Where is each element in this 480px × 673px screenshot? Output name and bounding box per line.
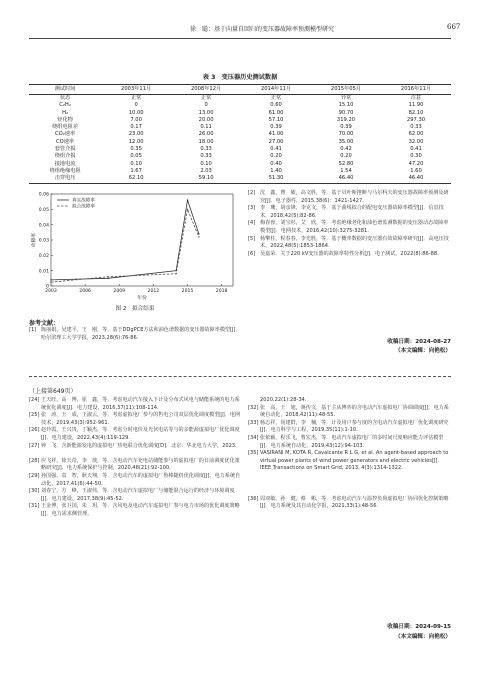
table-cell: 319.20 — [336, 116, 356, 123]
reference-text: 钟 飞．含新能源发电的虚拟电厂热电联合优化调度[D]．北京：华北电力大学，2023. — [41, 442, 237, 449]
table-cell: 82.10 — [408, 109, 424, 116]
x-axis-label: 年份 — [137, 296, 147, 301]
legend-label: 拟合故障率 — [72, 204, 95, 210]
table-cell: 90.70 — [338, 109, 354, 116]
reference-item — [248, 205, 451, 220]
table-cell: 47.20 — [408, 160, 424, 167]
table-cell: 绕组电阻差 — [52, 124, 79, 131]
x-tick-label: 2003 — [45, 289, 57, 294]
y-axis-label: 故障率 — [32, 232, 37, 248]
table-cell: 正常 — [130, 95, 142, 101]
y-tick-label: 0 — [46, 284, 49, 290]
bottom-editor-note: （本文编辑：向艳松） — [395, 634, 451, 640]
received-date: 收稿日期：2024-08-27 — [387, 339, 451, 345]
reference-number: [36] — [248, 495, 259, 502]
reference-text: 杨擎柱，程春春，李光胜，等．基于概率数据的变压器有效故障率研究[J]．高电压技术，2022,48(5):1853-1864. — [260, 235, 449, 250]
table-cell: 62.00 — [408, 131, 424, 138]
section-divider — [29, 376, 451, 377]
table-cell: 0.39 — [270, 124, 282, 131]
table-header-cell: 2015年05月 — [311, 85, 381, 95]
table-cell: 0.20 — [270, 153, 282, 160]
data-point — [198, 233, 199, 234]
reference-number: [2] — [248, 190, 256, 196]
table-cell: 注意 — [410, 95, 422, 101]
table-cell: 70.00 — [338, 131, 354, 138]
y-tick-label: 0.03 — [38, 238, 49, 244]
table-row — [29, 124, 451, 131]
running-header — [0, 22, 480, 34]
table-cell: 26.00 — [198, 131, 214, 138]
reference-item — [29, 412, 241, 427]
reference-number: [1] — [29, 327, 37, 333]
table-cell: 0.60 — [270, 102, 282, 109]
table-cell: 0.10 — [200, 160, 212, 167]
table-cell: 0.05 — [130, 153, 142, 160]
data-point — [50, 279, 51, 280]
editor-note: （本文编辑：向艳松） — [395, 348, 451, 354]
table-cell: 27.00 — [268, 138, 284, 145]
reference-item — [248, 450, 451, 473]
table-row — [29, 153, 451, 160]
reference-number: [34] — [248, 435, 259, 441]
table-cell: 13.00 — [198, 109, 214, 116]
table-cell: 57.10 — [268, 116, 284, 123]
table-cell: 32.00 — [408, 138, 424, 145]
reference-text: 孙国强，袁 智，耿天翔，等．含电动汽车的虚拟电厂鲁棒随机优化调度[J]．电力系统自动化，2017,41(6):44-50. — [41, 473, 241, 487]
table-cell: 绕组介损 — [54, 153, 76, 160]
table-cell: 62.10 — [101, 175, 171, 183]
reference-text: 张 涛，王 成，王淑云，等．考虑虚拟电厂参与的售电公司双层优化调度模型[J]．电网技术，2019,43(3):952-961. — [41, 412, 241, 426]
table-cell: H₂ — [62, 109, 69, 116]
table-cell: 正常 — [200, 95, 212, 101]
reference-item — [248, 420, 451, 435]
reference-text: 沈 鑫，曹 敏，高文胜，等．基于贝叶斯推断与马尔科夫的变压器故障率预测及研究[J]．电子器件，2015,38(6)：1421-1427. — [260, 190, 449, 204]
series-line-0 — [51, 200, 199, 280]
table-row — [29, 139, 451, 146]
table-cell: 0 — [134, 102, 138, 109]
figure-caption: 图 2 拟合结果 — [115, 306, 155, 312]
table-header-cell: 2014年11月 — [241, 85, 311, 95]
x-tick-label: 2009 — [113, 289, 126, 294]
table-cell: 0.35 — [130, 146, 142, 153]
table-cell: 11.90 — [408, 102, 424, 109]
table-cell: 0.30 — [410, 153, 422, 160]
reference-number: [3] — [248, 205, 256, 212]
table-cell: 异常 — [340, 95, 352, 101]
table-cell: 18.00 — [198, 138, 214, 145]
reference-text: 吴嘉荣．关于220 kV变压器的故障率特性分析[J]．电子测试，2022(8):86-88. — [260, 250, 439, 257]
test-data-table — [29, 84, 451, 184]
reference-text: 刘春宁，方 峰，王淑伟，等．含电动汽车虚拟电厂与储能混合运行的经济与环境调度[J]．电力建设，2017,38(9):45-52. — [41, 488, 235, 502]
table-row — [29, 110, 451, 117]
table-cell: 2.03 — [200, 167, 212, 174]
reference-number: [24] — [29, 397, 40, 403]
fault-rate-chart — [29, 190, 241, 302]
data-point — [107, 278, 108, 279]
reference-text: 赵玲霞，王兴贵，丁颖杰，等．考虑分时电价及光伏电站等与的多能源虚拟电厂优化调度[J]．电力建设，2022,43(4):119-129. — [41, 427, 240, 441]
table-cell: 0.33 — [410, 124, 422, 131]
table-cell: 1.67 — [130, 167, 142, 174]
table-row — [29, 95, 451, 103]
data-point — [175, 273, 176, 274]
reference-item — [248, 435, 451, 450]
reference-item — [29, 327, 241, 342]
data-point — [50, 281, 51, 282]
table-cell: C₂H₂ — [59, 102, 71, 109]
reference-text: 王金博，张卫国，朱 玥，等．含风电及电动汽车虚拟电厂参与电力市场的优化调度策略[J]．电力需求侧管理， — [41, 503, 240, 517]
table-cell: 297.30 — [406, 116, 426, 123]
continuation-label: （上接第649页） — [29, 388, 77, 395]
table-cell: 状态 — [59, 95, 71, 101]
reference-number: [6] — [248, 250, 256, 257]
reference-number: [27] — [29, 442, 40, 449]
table-row — [29, 168, 451, 175]
reference-text: 张 高，王 旭，蒋传文．基于主从博弈的含电动汽车虚拟电厂协调调度[J]．电力系统自动化，2018,42(11):48-55. — [260, 404, 449, 419]
table-cell: 0.41 — [410, 146, 422, 153]
series-line-1 — [51, 209, 199, 282]
table-cell: 0.42 — [340, 146, 352, 153]
reference-text: 梅春蓉，刘宝杉，艾 欣，等．考虑绝缘老化和油色谱监测数据的变压器动态故障率模型[J]．电网技术，2016,42(10):3275-3281. — [260, 220, 449, 234]
y-tick-label: 0.04 — [38, 223, 49, 229]
reference-number: [4] — [248, 220, 256, 227]
data-point — [187, 199, 188, 200]
table-cell: 绕组绝缘电阻 — [49, 167, 81, 174]
reference-number: [28] — [29, 457, 40, 464]
table-cell: 0.39 — [340, 124, 352, 131]
reference-item — [248, 236, 451, 251]
table-cell: 10.00 — [128, 109, 144, 116]
reference-number: [35] — [248, 450, 259, 457]
table-cell: 0.20 — [340, 153, 352, 160]
x-tick-label: 2015 — [181, 289, 194, 294]
reference-text: 2020,22(1):28-34. — [260, 397, 307, 403]
x-tick-label: 2018 — [215, 289, 228, 294]
y-tick-label: 0.05 — [38, 207, 49, 213]
reference-item — [29, 397, 241, 412]
table-cell: 0.41 — [270, 146, 282, 153]
reference-item — [29, 473, 241, 488]
reference-text: 王天旺，高 博，崔 鑫，等．考虑电动汽车接入下计及分布式风电与储能系统的电力系统优化调度[J]．电力建设，2016,37(11):108-114. — [41, 397, 240, 411]
reference-item — [248, 496, 451, 511]
table-cell: CO₂速率 — [55, 131, 76, 138]
table-header-cell: 2003年11月 — [101, 85, 171, 95]
table-cell: 击穿电压 — [29, 175, 101, 183]
table-cell: 0 — [204, 102, 208, 109]
table-cell: 41.00 — [268, 131, 284, 138]
table-row — [29, 175, 451, 183]
reference-number: [33] — [248, 419, 259, 426]
reference-item — [29, 458, 241, 473]
reference-item — [248, 251, 451, 259]
table-row — [29, 161, 451, 168]
table-cell: 接地电流 — [54, 160, 76, 167]
header-rule — [29, 38, 451, 39]
y-tick-label: 0.02 — [38, 253, 49, 259]
bottom-received-date: 收稿日期：2024-09-15 — [387, 624, 451, 630]
reference-number: [31] — [29, 503, 40, 510]
table-cell: 35.00 — [338, 138, 354, 145]
y-tick-label: 0.01 — [38, 269, 49, 275]
table-cell: CO速率 — [56, 138, 75, 145]
table-cell: 20.00 — [198, 116, 214, 123]
reference-text: 陈丽娟，吴建平，王 刚，等．基于DDgPCE方法和油色谱数据的变压器故障率模型[J]．哈尔滨理工大学学报，2023,28(6):76-86. — [41, 327, 241, 341]
page-number: 667 — [447, 23, 461, 31]
reference-item — [248, 190, 451, 205]
table-cell: 0.33 — [200, 153, 212, 160]
references-heading: 参考文献： — [29, 320, 60, 327]
reference-number: [26] — [29, 427, 40, 434]
reference-item — [29, 427, 241, 442]
table-row — [29, 146, 451, 153]
table-cell: 7.00 — [130, 116, 142, 123]
table-cell: 0.40 — [270, 160, 282, 167]
table-cell: 12.00 — [128, 138, 144, 145]
table-caption: 表 3 变压器历史测试数据 — [202, 74, 278, 81]
reference-text: 李 珊，胡彦锋，李克文，等．基于曲线拟合的配电变压器故障率模型[J]．信息技术，2018,42(5):82-86. — [260, 205, 444, 219]
table-cell: 1.54 — [340, 167, 352, 174]
reference-item — [248, 405, 451, 420]
reference-item — [29, 503, 241, 518]
table-header-cell: 测试时间 — [29, 85, 101, 95]
table-row — [29, 102, 451, 109]
reference-text: VASIRANI M, KOTA R, Cavalcante R L G, et al. An agent-based approach to virtual power plants of wind power generators and electric vehicles[J]. IEEE Transactions on Smart Grid, 2013, 4(3):1314-1322. — [260, 450, 449, 472]
reference-text: 应飞祥，徐天奇，李 琰，等．含电动汽车充电站储能参与的虚拟电厂的日前调度优化策略研究[J]．电力系统保护与控制，2020,48(21):92-100. — [41, 457, 240, 472]
reference-item — [29, 443, 241, 451]
y-tick-label: 0.06 — [38, 192, 49, 198]
table-cell: 23.00 — [128, 131, 144, 138]
table-header-cell: 2008年12月 — [171, 85, 241, 95]
table-cell: 0.33 — [200, 146, 212, 153]
reference-item — [29, 488, 241, 503]
reference-number: [29] — [29, 473, 40, 479]
table-cell: 51.30 — [241, 175, 311, 183]
table-cell: 1.40 — [270, 167, 282, 174]
table-cell: 15.10 — [338, 102, 354, 109]
data-point — [107, 276, 108, 277]
x-tick-label: 2012 — [147, 289, 160, 294]
legend-label: 真实故障率 — [72, 198, 95, 204]
table-cell: 52.80 — [338, 160, 354, 167]
reference-number: [25] — [29, 412, 40, 419]
table-cell: 61.00 — [268, 109, 284, 116]
x-tick-label: 2006 — [79, 289, 91, 294]
reference-text: 杨志祥，尚建群，李 楠，等．计及用户参与度的含电动汽车虚拟电厂优化调度研究[J]．电力科学与工程，2019,35(11):1-10. — [260, 419, 449, 434]
table-header-cell: 2016年11月 — [381, 85, 451, 95]
table-cell: 0.10 — [130, 160, 142, 167]
table-cell: 0.11 — [200, 124, 212, 131]
reference-number: [32] — [248, 404, 259, 411]
reference-text: 张依颖，程乐飞，曹宏杰，等．电动汽车虚拟电厂的多时间尺度响应能力评估模型[J]．电力系统自动化，2019,43(12):94-103. — [260, 435, 444, 449]
table-cell: 46.40 — [311, 175, 381, 183]
reference-item — [248, 220, 451, 235]
table-cell: 1.60 — [410, 167, 422, 174]
table-row — [29, 131, 451, 138]
reference-item — [248, 397, 451, 405]
table-cell: 套管介损 — [54, 146, 76, 153]
table-cell: 46.40 — [381, 175, 451, 183]
table-row — [29, 117, 451, 124]
table-cell: 正常 — [270, 95, 282, 101]
reference-number: [5] — [248, 235, 256, 242]
data-point — [187, 209, 188, 210]
table-header-row — [29, 85, 451, 95]
table-cell: 0.17 — [130, 124, 142, 131]
reference-number: [30] — [29, 488, 40, 495]
reference-text: 周双敏，孙 健，蔡 彬，等．考虑电动汽车与温控负荷虚拟电厂协同优化控制策略[J]．电力系统及其自动化学报，2021,33(1):48-56. — [260, 495, 449, 510]
table-body — [29, 95, 451, 184]
running-title: 徐 聪：基于向量自回归的变压器故障率预测模型研究 — [190, 26, 335, 33]
table-cell: 59.10 — [171, 175, 241, 183]
data-point — [198, 236, 199, 237]
table-cell: 烃化物 — [57, 116, 73, 123]
